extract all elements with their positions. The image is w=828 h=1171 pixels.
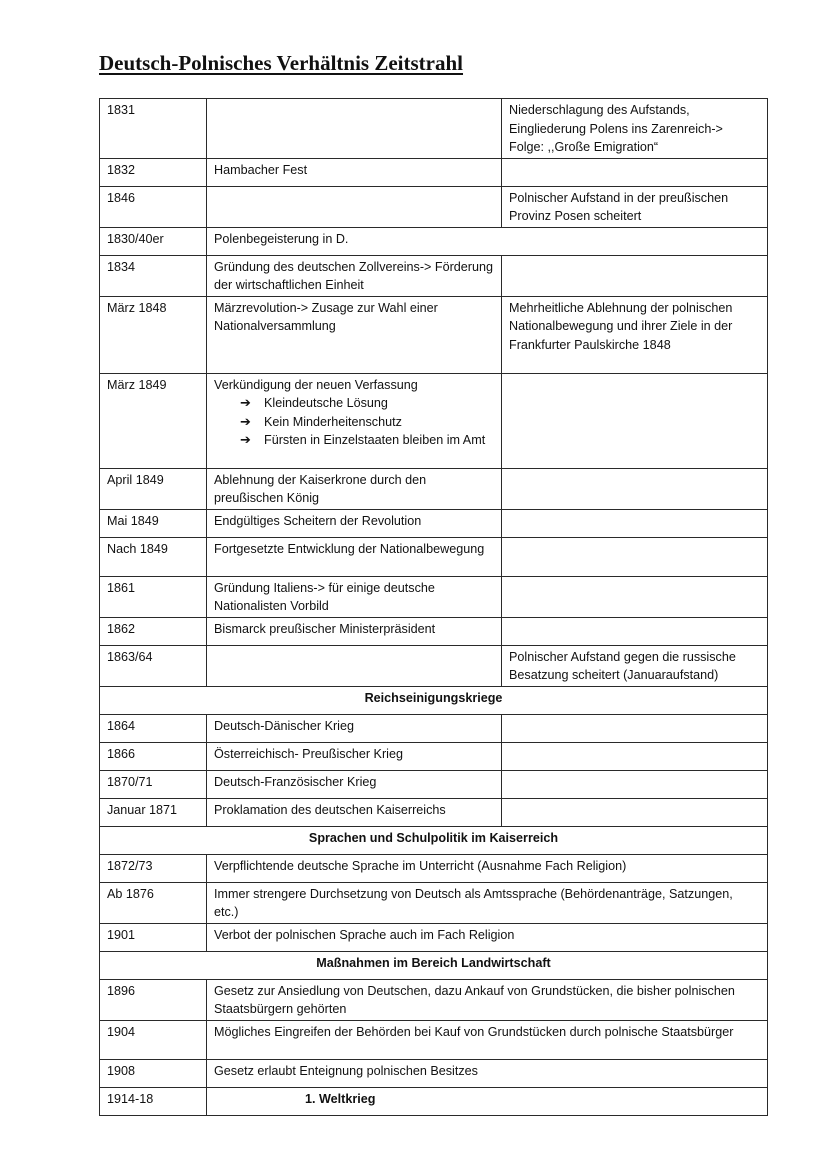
german-event-cell: Österreichisch- Preußischer Krieg [207, 742, 502, 770]
event-cell: Immer strengere Durchsetzung von Deutsch als Amtssprache (Behördenanträge, Satzungen, etc.) [207, 882, 768, 923]
german-event-cell: Endgültiges Scheitern der Revolution [207, 509, 502, 537]
date-cell: 1862 [100, 617, 207, 645]
table-row [100, 714, 768, 742]
polish-event-cell [502, 537, 768, 576]
table-row [100, 1020, 768, 1059]
polish-event-cell [502, 158, 768, 186]
polish-event-cell [502, 576, 768, 617]
section-header: Sprachen und Schulpolitik im Kaiserreich [100, 826, 768, 854]
polish-event-cell [502, 714, 768, 742]
german-event-cell: Gründung des deutschen Zollvereins-> Förderung der wirtschaftlichen Einheit [207, 255, 502, 296]
event-cell: Polenbegeisterung in D. [207, 227, 768, 255]
table-row [100, 158, 768, 186]
polish-event-cell [502, 770, 768, 798]
bullet-list [214, 394, 494, 450]
event-heading: Verkündigung der neuen Verfassung [214, 377, 418, 392]
table-row [100, 1059, 768, 1087]
date-cell: 1866 [100, 742, 207, 770]
polish-event-cell [502, 255, 768, 296]
date-cell: März 1849 [100, 373, 207, 468]
date-cell: 1908 [100, 1059, 207, 1087]
date-cell: April 1849 [100, 468, 207, 509]
table-row [100, 468, 768, 509]
list-item: ➔ Kein Minderheitenschutz [236, 413, 494, 432]
section-header-row [100, 951, 768, 979]
date-cell: Nach 1849 [100, 537, 207, 576]
polish-event-cell [502, 798, 768, 826]
table-row [100, 798, 768, 826]
date-cell: Ab 1876 [100, 882, 207, 923]
polish-event-cell [502, 742, 768, 770]
table-row [100, 645, 768, 686]
polish-event-cell: Niederschlagung des Aufstands, Eingliederung Polens ins Zarenreich-> Folge: ,,Große Emigration“ [502, 99, 768, 159]
section-header: Maßnahmen im Bereich Landwirtschaft [100, 951, 768, 979]
table-row [100, 537, 768, 576]
table-row [100, 255, 768, 296]
event-cell: Verbot der polnischen Sprache auch im Fach Religion [207, 923, 768, 951]
german-event-cell [207, 99, 502, 159]
section-header-row [100, 826, 768, 854]
polish-event-cell: Polnischer Aufstand in der preußischen Provinz Posen scheitert [502, 186, 768, 227]
date-cell: 1834 [100, 255, 207, 296]
date-cell: 1914-18 [100, 1087, 207, 1115]
table-row [100, 854, 768, 882]
table-row [100, 227, 768, 255]
german-event-cell: Hambacher Fest [207, 158, 502, 186]
german-event-cell: Ablehnung der Kaiserkrone durch den preußischen König [207, 468, 502, 509]
table-row [100, 979, 768, 1020]
german-event-cell: Deutsch-Französischer Krieg [207, 770, 502, 798]
list-item: ➔ Fürsten in Einzelstaaten bleiben im Amt [236, 431, 494, 450]
table-row [100, 186, 768, 227]
date-cell: 1861 [100, 576, 207, 617]
section-header-row [100, 686, 768, 714]
german-event-cell: Fortgesetzte Entwicklung der Nationalbewegung [207, 537, 502, 576]
german-event-cell [207, 645, 502, 686]
date-cell: Mai 1849 [100, 509, 207, 537]
polish-event-cell [502, 468, 768, 509]
arrow-right-icon: ➔ [240, 395, 251, 410]
event-cell: Gesetz zur Ansiedlung von Deutschen, dazu Ankauf von Grundstücken, die bisher polnischen Staatsbürgern gehörten [207, 979, 768, 1020]
table-row [100, 99, 768, 159]
table-row [100, 617, 768, 645]
section-header: Reichseinigungskriege [100, 686, 768, 714]
date-cell: 1870/71 [100, 770, 207, 798]
table-row [100, 576, 768, 617]
date-cell: 1904 [100, 1020, 207, 1059]
german-event-cell: Proklamation des deutschen Kaiserreichs [207, 798, 502, 826]
polish-event-cell: Mehrheitliche Ablehnung der polnischen Nationalbewegung und ihrer Ziele in der Frankfurter Paulskirche 1848 [502, 296, 768, 373]
german-event-cell: Bismarck preußischer Ministerpräsident [207, 617, 502, 645]
arrow-right-icon: ➔ [240, 413, 251, 429]
german-event-cell: Gründung Italiens-> für einige deutsche Nationalisten Vorbild [207, 576, 502, 617]
date-cell: März 1848 [100, 296, 207, 373]
event-cell: Verpflichtende deutsche Sprache im Unterricht (Ausnahme Fach Religion) [207, 854, 768, 882]
table-row [100, 373, 768, 468]
date-cell: Januar 1871 [100, 798, 207, 826]
table-row [100, 296, 768, 373]
date-cell: 1832 [100, 158, 207, 186]
timeline-table [99, 98, 768, 1116]
table-row [100, 1087, 768, 1115]
table-row [100, 882, 768, 923]
table-row [100, 770, 768, 798]
date-cell: 1846 [100, 186, 207, 227]
event-cell: Gesetz erlaubt Enteignung polnischen Besitzes [207, 1059, 768, 1087]
german-event-cell: Deutsch-Dänischer Krieg [207, 714, 502, 742]
table-row [100, 509, 768, 537]
date-cell: 1896 [100, 979, 207, 1020]
date-cell: 1864 [100, 714, 207, 742]
german-event-cell [207, 373, 502, 468]
date-cell: 1901 [100, 923, 207, 951]
polish-event-cell [502, 509, 768, 537]
event-cell: 1. Weltkrieg [207, 1087, 768, 1115]
polish-event-cell: Polnischer Aufstand gegen die russische Besatzung scheitert (Januaraufstand) [502, 645, 768, 686]
table-row [100, 923, 768, 951]
date-cell: 1863/64 [100, 645, 207, 686]
event-cell: Mögliches Eingreifen der Behörden bei Kauf von Grundstücken durch polnische Staatsbürger [207, 1020, 768, 1059]
polish-event-cell [502, 373, 768, 468]
polish-event-cell [502, 617, 768, 645]
arrow-right-icon: ➔ [240, 432, 251, 447]
date-cell: 1872/73 [100, 854, 207, 882]
document-title: Deutsch-Polnisches Verhältnis Zeitstrahl [99, 51, 464, 75]
date-cell: 1831 [100, 99, 207, 159]
date-cell: 1830/40er [100, 227, 207, 255]
table-row [100, 742, 768, 770]
german-event-cell: Märzrevolution-> Zusage zur Wahl einer Nationalversammlung [207, 296, 502, 373]
german-event-cell [207, 186, 502, 227]
list-item: ➔ Kleindeutsche Lösung [236, 394, 494, 413]
